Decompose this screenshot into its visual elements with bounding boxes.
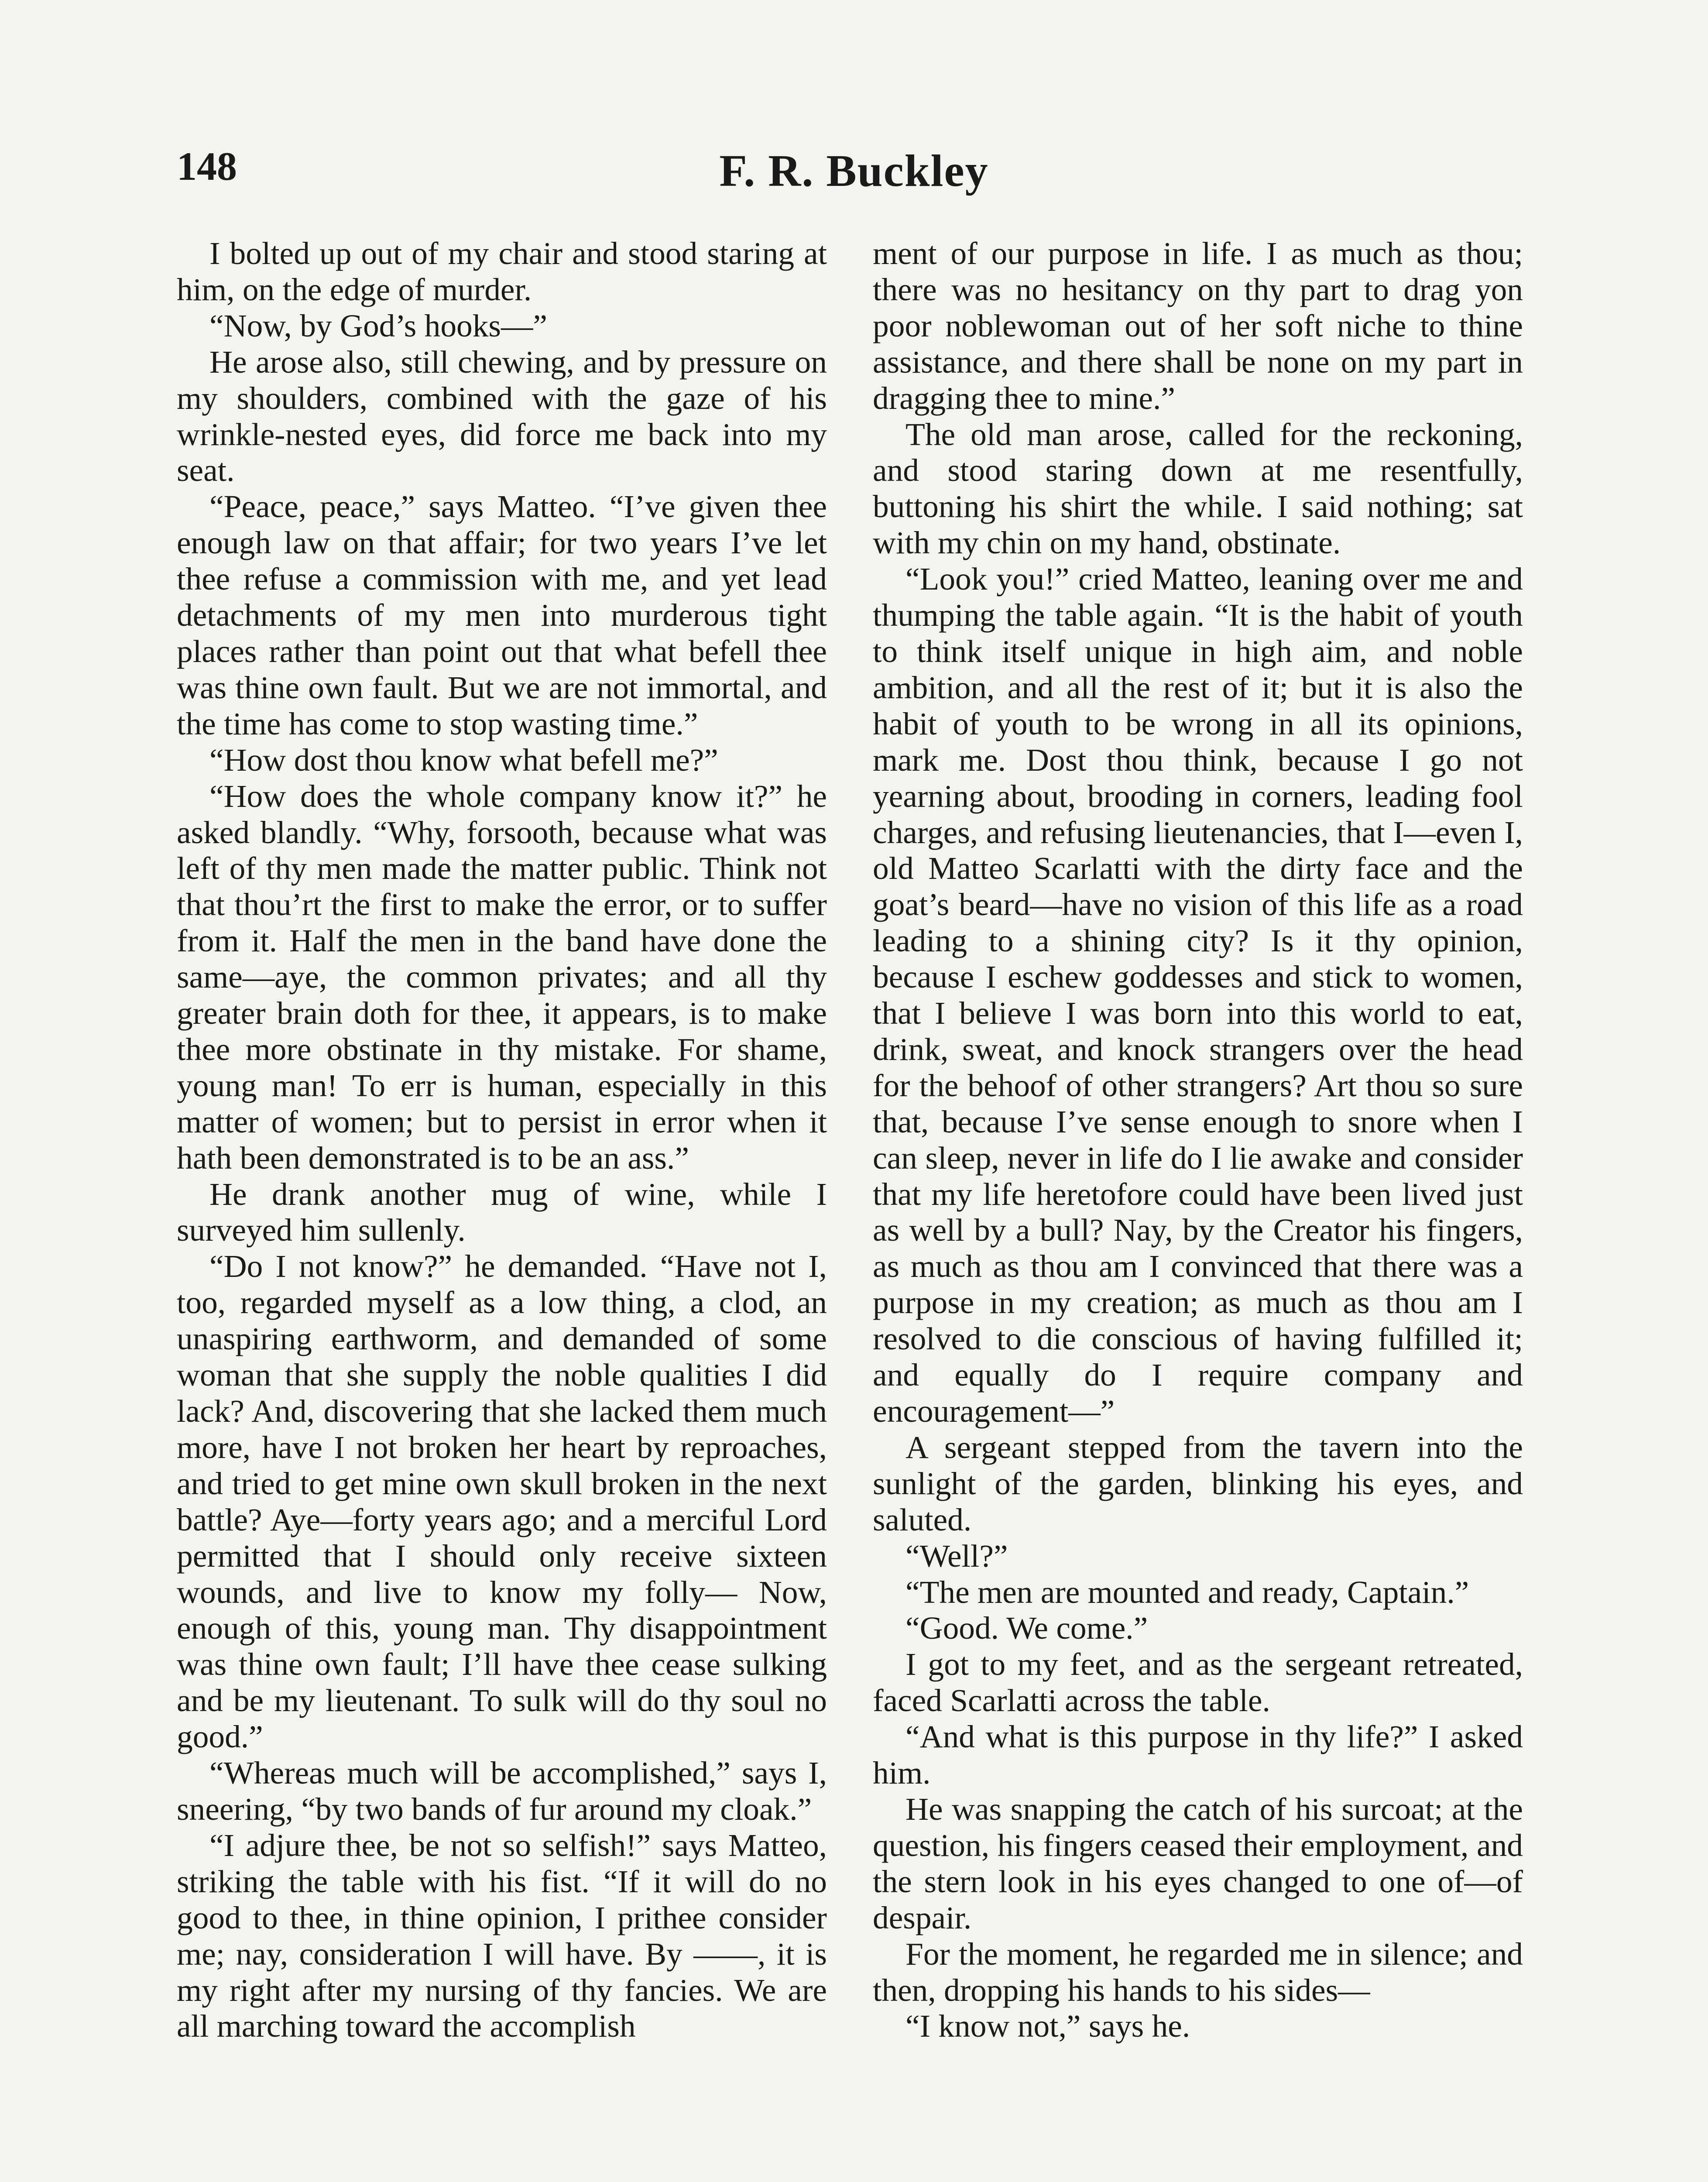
- paragraph: “Whereas much will be accomplished,” says I, sneering, “by two bands of fur around my cloak.”: [177, 1755, 827, 1827]
- paragraph: The old man arose, called for the reckoning, and stood staring down at me resentfully, buttoning his shirt the while. I said nothing; sat with my chin on my hand, obstinate.: [873, 416, 1523, 561]
- paragraph: A sergeant stepped from the tavern into the sunlight of the garden, blinking his eyes, and saluted.: [873, 1429, 1523, 1537]
- paragraph: “Look you!” cried Matteo, leaning over me and thumping the table again. “It is the habit of youth to think itself unique in high aim, and noble ambition, and all the rest of it; but it is also the habit of youth to be wrong in all its opinions, mark me. Dost thou think, because I go not yearning about, brooding in corners, leading fool charges, and refusing lieutenancies, that I—even I, old Matteo Scarlatti with the dirty face and the goat’s beard—have no vision of this life as a road leading to a shining city? Is it thy opinion, because I eschew goddesses and stick to women, that I believe I was born into this world to eat, drink, sweat, and knock strangers over the head for the behoof of other strangers? Art thou so sure that, because I’ve sense enough to snore when I can sleep, never in life do I lie awake and consider that my life heretofore could have been lived just as well by a bull? Nay, by the Creator his fingers, as much as thou am I convinced that there was a purpose in my creation; as much as thou am I resolved to die conscious of having fulfilled it; and equally do I require company and encouragement—”: [873, 561, 1523, 1429]
- paragraph: “Well?”: [905, 1538, 1008, 1574]
- paragraph: He drank another mug of wine, while I surveyed him sullenly.: [177, 1176, 827, 1248]
- paragraph: He arose also, still chewing, and by pressure on my shoulders, combined with the gaze of his wrinkle-nested eyes, did force me back into my seat.: [177, 344, 827, 488]
- paragraph: I bolted up out of my chair and stood staring at him, on the edge of murder.: [177, 236, 827, 307]
- paragraph: “And what is this purpose in thy life?” I asked him.: [873, 1719, 1523, 1791]
- paragraph: He was snapping the catch of his surcoat; at the question, his fingers ceased their employment, and the stern look in his eyes changed to one of—of despair.: [873, 1791, 1523, 1935]
- paragraph: “Good. We come.”: [905, 1610, 1148, 1646]
- page-number: 148: [177, 144, 237, 189]
- right-column: [873, 236, 1523, 2045]
- left-column: [177, 236, 827, 2045]
- paragraph: “How does the whole company know it?” he asked blandly. “Why, forsooth, because what was left of thy men made the matter public. Think not that thou’rt the first to make the error, or to suffer from it. Half the men in the band have done the same—aye, the common privates; and all thy greater brain doth for thee, it appears, is to make thee more obstinate in thy mistake. For shame, young man! To err is human, especially in this matter of women; but to persist in error when it hath been demonstrated is to be an ass.”: [177, 778, 827, 1176]
- paragraph-continued: ment of our purpose in life. I as much as thou; there was no hesitancy on thy part to drag yon poor noblewoman out of her soft niche to thine assistance, and there shall be none on my part in dragging thee to mine.”: [873, 236, 1523, 416]
- paragraph: “How dost thou know what befell me?”: [209, 742, 718, 778]
- paragraph: For the moment, he regarded me in silence; and then, dropping his hands to his sides—: [873, 1936, 1523, 2008]
- paragraph: “I know not,” says he.: [905, 2008, 1190, 2044]
- paragraph: “The men are mounted and ready, Captain.”: [905, 1574, 1469, 1610]
- paragraph: I got to my feet, and as the sergeant retreated, faced Scarlatti across the table.: [873, 1647, 1523, 1719]
- running-title: F. R. Buckley: [719, 146, 989, 196]
- paragraph: “Do I not know?” he demanded. “Have not I, too, regarded myself as a low thing, a clod, an unaspiring earthworm, and demanded of some woman that she supply the noble qualities I did lack? And, discovering that she lacked them much more, have I not broken her heart by reproaches, and tried to get mine own skull broken in the next battle? Aye—forty years ago; and a merciful Lord permitted that I should only receive sixteen wounds, and live to know my folly— Now, enough of this, young man. Thy disappointment was thine own fault; I’ll have thee cease sulking and be my lieutenant. To sulk will do thy soul no good.”: [177, 1249, 827, 1755]
- paragraph: “Peace, peace,” says Matteo. “I’ve given thee enough law on that affair; for two years I’ve let thee refuse a commission with me, and yet lead detachments of my men into murderous tight places rather than point out that what befell thee was thine own fault. But we are not immortal, and the time has come to stop wasting time.”: [177, 489, 827, 741]
- paragraph: “I adjure thee, be not so selfish!” says Matteo, striking the table with his fist. “If it will do no good to thee, in thine opinion, I prithee consider me; nay, consideration I will have. By ——, it is my right after my nursing of thy fancies. We are all marching toward the accomplish: [177, 1827, 827, 2044]
- paragraph: “Now, by God’s hooks—”: [209, 308, 547, 343]
